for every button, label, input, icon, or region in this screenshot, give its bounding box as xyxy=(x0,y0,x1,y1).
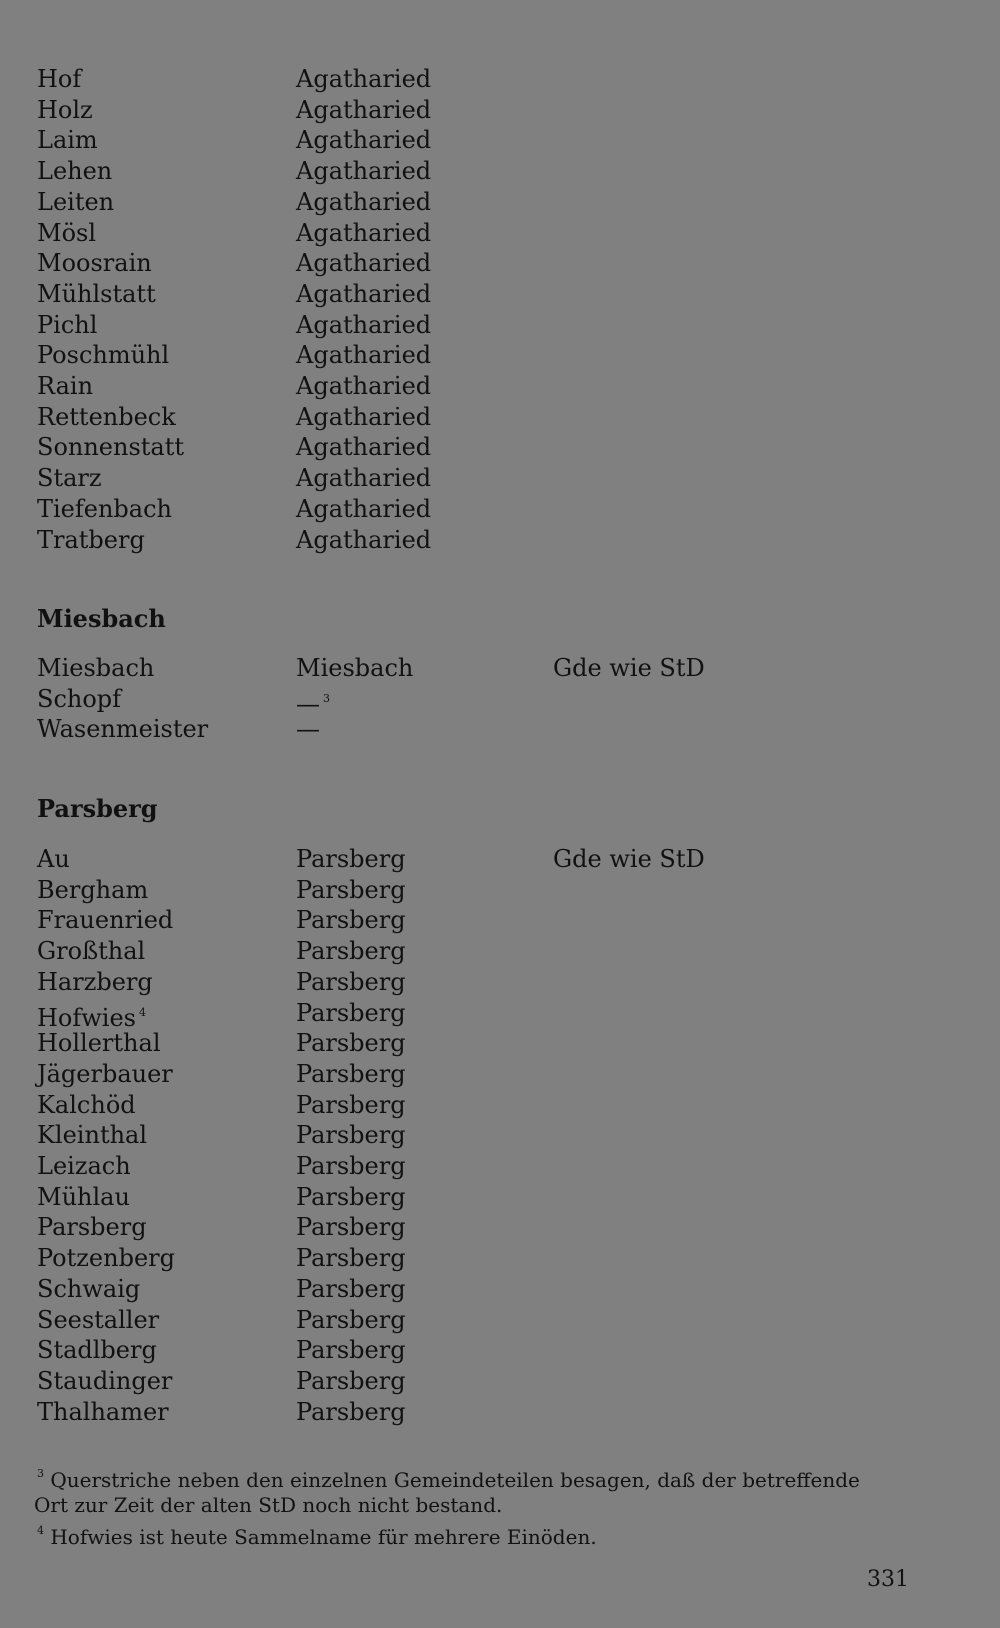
gemeinde-name xyxy=(296,1366,406,1396)
gemeinde-name-text: Agatharied xyxy=(296,249,432,278)
place-name-text: Mühlau xyxy=(37,1182,130,1211)
place-name-text: Seestaller xyxy=(37,1305,160,1334)
footnote-reference: 4 xyxy=(139,1005,146,1019)
gemeinde-name-text: Miesbach xyxy=(296,654,414,682)
footnote-marker: 4 xyxy=(37,1524,44,1537)
place-name xyxy=(37,714,208,744)
place-name xyxy=(37,494,172,524)
place-name-text: Stadlberg xyxy=(37,1336,157,1365)
gemeinde-name-text: Parsberg xyxy=(296,906,406,935)
place-name-text: Schopf xyxy=(37,684,122,713)
gemeinde-name xyxy=(296,714,320,744)
footnote-text: Querstriche neben den einzelnen Gemeindeteilen besagen, daß der betreffende xyxy=(50,1468,860,1492)
place-name xyxy=(37,1274,140,1304)
gemeinde-name xyxy=(296,494,431,524)
footnote-text: Hofwies ist heute Sammelname für mehrere Einöden. xyxy=(50,1525,597,1549)
gemeinde-name xyxy=(296,1243,406,1273)
place-name-text: Moosrain xyxy=(37,249,152,278)
place-name-text: Hof xyxy=(37,65,82,93)
gemeinde-name xyxy=(296,1397,406,1427)
place-name xyxy=(37,402,176,432)
gemeinde-name-text: Parsberg xyxy=(296,845,406,873)
place-name-text: Kleinthal xyxy=(37,1121,148,1150)
gemeinde-name xyxy=(296,1090,406,1120)
footnote-4 xyxy=(34,1518,914,1550)
place-name-text: Jägerbauer xyxy=(37,1059,173,1088)
gemeinde-name xyxy=(296,310,431,340)
gemeinde-name-text: Parsberg xyxy=(296,937,406,966)
place-name-text: Tratberg xyxy=(37,525,145,554)
gemeinde-name xyxy=(296,1305,406,1335)
place-name-text: Hollerthal xyxy=(37,1029,161,1058)
place-name xyxy=(37,310,97,340)
gemeinde-name-text: — xyxy=(296,689,320,718)
gemeinde-name-text: Parsberg xyxy=(296,998,406,1027)
place-name xyxy=(37,371,93,401)
place-name xyxy=(37,95,93,125)
place-name-text: Bergham xyxy=(37,875,149,904)
gemeinde-name xyxy=(296,905,406,935)
place-name-text: Mühlstatt xyxy=(37,279,156,308)
place-name xyxy=(37,1182,130,1212)
gemeinde-name-text: Parsberg xyxy=(296,1274,406,1303)
place-name xyxy=(37,156,112,186)
gemeinde-name xyxy=(296,187,431,217)
footnote-3-continued: Ort zur Zeit der alten StD noch nicht bestand. xyxy=(34,1493,503,1517)
gemeinde-name-text: Agatharied xyxy=(296,525,432,554)
gemeinde-name-text: Agatharied xyxy=(296,433,432,462)
place-name xyxy=(37,1120,147,1150)
place-name xyxy=(37,905,173,935)
gemeinde-name xyxy=(296,998,406,1028)
gemeinde-name xyxy=(296,525,431,555)
gemeinde-name xyxy=(296,967,406,997)
place-name-text: Wasenmeister xyxy=(37,715,209,744)
gemeinde-name-text: Agatharied xyxy=(296,310,432,339)
gemeinde-name-text: Agatharied xyxy=(296,464,432,493)
place-name xyxy=(37,684,121,714)
place-name xyxy=(37,844,70,874)
place-name xyxy=(37,1243,175,1273)
gemeinde-name xyxy=(296,279,431,309)
place-name-text: Tiefenbach xyxy=(37,494,172,523)
place-name-text: Frauenried xyxy=(37,906,174,935)
place-name xyxy=(37,248,152,278)
gemeinde-name xyxy=(296,936,406,966)
gemeinde-name-text: Agatharied xyxy=(296,157,432,186)
gemeinde-name-text: Parsberg xyxy=(296,1059,406,1088)
gemeinde-name xyxy=(296,95,431,125)
place-name xyxy=(37,1366,172,1396)
gemeinde-name-text: Parsberg xyxy=(296,1336,406,1365)
place-name xyxy=(37,1397,169,1427)
place-name-text: Lehen xyxy=(37,157,113,186)
place-name xyxy=(37,279,156,309)
place-name xyxy=(37,187,114,217)
gemeinde-name xyxy=(296,875,406,905)
gemeinde-name-text: Agatharied xyxy=(296,402,432,431)
place-name xyxy=(37,936,145,966)
gemeinde-name-text: Parsberg xyxy=(296,967,406,996)
gemeinde-name xyxy=(296,844,406,874)
place-name-text: Starz xyxy=(37,464,102,493)
place-name-text: Thalhamer xyxy=(37,1397,169,1426)
gemeinde-name-text: Parsberg xyxy=(296,1121,406,1150)
place-name xyxy=(37,1212,147,1242)
place-name-text: Rettenbeck xyxy=(37,402,176,431)
gemeinde-name xyxy=(296,402,431,432)
place-name-text: Rain xyxy=(37,372,94,400)
place-name xyxy=(37,875,148,905)
remark: Gde wie StD xyxy=(553,654,705,682)
gemeinde-name-text: Agatharied xyxy=(296,341,432,370)
place-name xyxy=(37,64,81,94)
gemeinde-name-text: Agatharied xyxy=(296,126,432,155)
section-heading-parsberg: Parsberg xyxy=(37,794,158,823)
section-heading-miesbach: Miesbach xyxy=(37,604,166,633)
gemeinde-name-text: Agatharied xyxy=(296,65,432,93)
place-name xyxy=(37,967,153,997)
gemeinde-name-text: Parsberg xyxy=(296,1244,406,1273)
gemeinde-name xyxy=(296,1274,406,1304)
gemeinde-name xyxy=(296,218,431,248)
gemeinde-name xyxy=(296,1120,406,1150)
place-name-text: Leiten xyxy=(37,187,115,216)
gemeinde-name xyxy=(296,1182,406,1212)
place-name xyxy=(37,525,145,555)
place-name xyxy=(37,463,102,493)
gemeinde-name-text: Parsberg xyxy=(296,1029,406,1058)
place-name-text: Laim xyxy=(37,126,98,155)
gemeinde-name xyxy=(296,1212,406,1242)
place-name xyxy=(37,1028,161,1058)
place-name-text: Pichl xyxy=(37,310,98,339)
place-name-text: Holz xyxy=(37,95,93,124)
gemeinde-name xyxy=(296,1151,406,1181)
place-name xyxy=(37,1090,136,1120)
footnote-reference: 3 xyxy=(323,691,330,705)
place-name xyxy=(37,218,96,248)
place-name xyxy=(37,1335,157,1365)
gemeinde-name xyxy=(296,432,431,462)
gemeinde-name-text: Parsberg xyxy=(296,1213,406,1242)
gemeinde-name-text: — xyxy=(296,715,320,744)
gemeinde-name-text: Agatharied xyxy=(296,279,432,308)
place-name xyxy=(37,125,98,155)
place-name-text: Poschmühl xyxy=(37,341,170,370)
place-name-text: Au xyxy=(37,845,70,873)
place-name-text: Miesbach xyxy=(37,654,155,682)
place-name-text: Großthal xyxy=(37,937,146,966)
footnote-3 xyxy=(34,1461,914,1493)
gemeinde-name-text: Agatharied xyxy=(296,187,432,216)
gemeinde-name-text: Parsberg xyxy=(296,1090,406,1119)
gemeinde-name-text: Parsberg xyxy=(296,1305,406,1334)
gemeinde-name-text: Agatharied xyxy=(296,494,432,523)
gemeinde-name-text: Parsberg xyxy=(296,1397,406,1426)
gemeinde-name xyxy=(296,156,431,186)
place-name-text: Harzberg xyxy=(37,967,153,996)
place-name-text: Sonnenstatt xyxy=(37,433,185,462)
page-number: 331 xyxy=(867,1567,909,1592)
place-name-text: Kalchöd xyxy=(37,1090,136,1119)
place-name-text: Schwaig xyxy=(37,1274,141,1303)
footnote-marker: 3 xyxy=(37,1467,44,1480)
footnotes xyxy=(34,1461,914,1550)
gemeinde-name xyxy=(296,463,431,493)
gemeinde-name xyxy=(296,64,431,94)
gemeinde-name xyxy=(296,653,413,683)
gemeinde-name xyxy=(296,1059,406,1089)
place-name xyxy=(37,1151,131,1181)
gemeinde-name xyxy=(296,1028,406,1058)
place-name xyxy=(37,340,169,370)
gemeinde-name xyxy=(296,125,431,155)
gemeinde-name-text: Agatharied xyxy=(296,95,432,124)
place-name-text: Mösl xyxy=(37,218,97,247)
place-name-text: Hofwies xyxy=(37,1003,136,1032)
place-name xyxy=(37,432,184,462)
place-name xyxy=(37,1305,159,1335)
gemeinde-name xyxy=(296,340,431,370)
gemeinde-name-text: Parsberg xyxy=(296,875,406,904)
gemeinde-name-text: Agatharied xyxy=(296,218,432,247)
gemeinde-name-text: Agatharied xyxy=(296,372,432,400)
gemeinde-name-text: Parsberg xyxy=(296,1366,406,1395)
place-name-text: Potzenberg xyxy=(37,1244,175,1273)
remark: Gde wie StD xyxy=(553,845,705,873)
place-name xyxy=(37,1059,173,1089)
gemeinde-name-text: Parsberg xyxy=(296,1182,406,1211)
gemeinde-name-text: Parsberg xyxy=(296,1152,406,1180)
place-name-text: Leizach xyxy=(37,1152,131,1180)
place-name xyxy=(37,653,154,683)
gemeinde-name xyxy=(296,371,431,401)
place-name-text: Staudinger xyxy=(37,1366,173,1395)
place-name-text: Parsberg xyxy=(37,1213,147,1242)
gemeinde-name xyxy=(296,248,431,278)
gemeinde-name xyxy=(296,1335,406,1365)
